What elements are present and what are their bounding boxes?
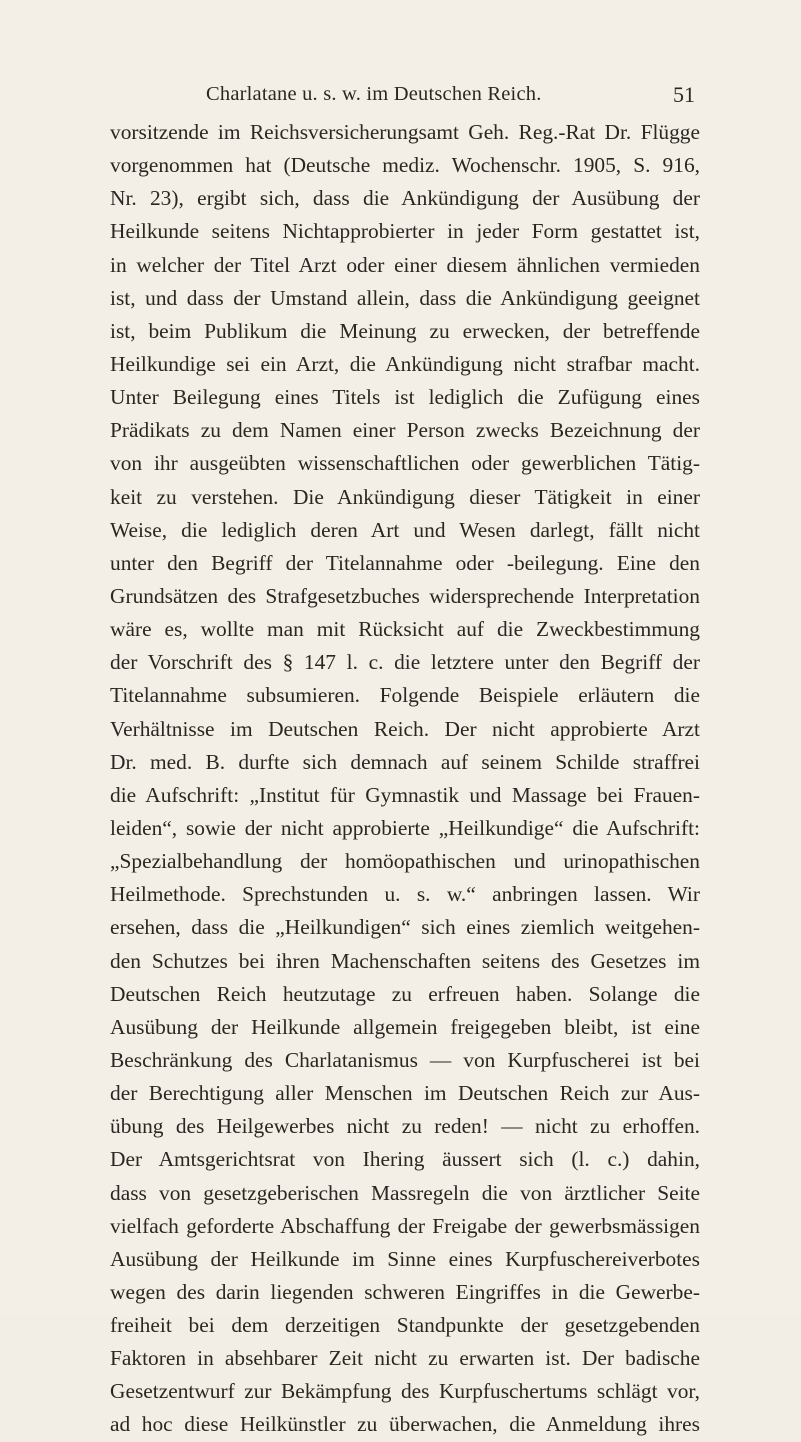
text-line: Titelannahme subsumieren. Folgende Beispiele erläutern die (110, 683, 700, 708)
text-line: ersehen, dass die „Heilkundigen“ sich eines ziemlich weitgehen- (110, 915, 700, 940)
text-line: vorgenommen hat (Deutsche mediz. Wochenschr. 1905, S. 916, (110, 153, 700, 178)
text-line: ist, und dass der Umstand allein, dass die Ankündigung geeignet (110, 285, 700, 310)
text-line: die Aufschrift: „Institut für Gymnastik und Massage bei Frauen- (110, 782, 700, 807)
page-number: 51 (673, 82, 695, 107)
text-line: Unter Beilegung eines Titels ist lediglich die Zufügung eines (110, 385, 700, 410)
text-line: dass von gesetzgeberischen Massregeln die von ärztlicher Seite (110, 1180, 700, 1205)
text-line: vorsitzende im Reichsversicherungsamt Geh. Reg.-Rat Dr. Flügge (110, 120, 700, 144)
running-head-title: Charlatane u. s. w. im Deutschen Reich. (206, 83, 542, 105)
text-line: leiden“, sowie der nicht approbierte „Heilkundige“ die Aufschrift: (110, 815, 700, 840)
text-line: vielfach geforderte Abschaffung der Freigabe der gewerbsmässigen (110, 1213, 700, 1238)
text-line: „Spezialbehandlung der homöopathischen und urinopathischen (110, 849, 700, 874)
text-line: Der Amtsgerichtsrat von Ihering äussert sich (l. c.) dahin, (110, 1147, 700, 1172)
text-line: den Schutzes bei ihren Machenschaften seitens des Gesetzes im (110, 948, 700, 973)
text-line: in welcher der Titel Arzt oder einer diesem ähnlichen vermieden (110, 252, 700, 277)
text-line: Deutschen Reich heutzutage zu erfreuen haben. Solange die (110, 981, 700, 1006)
text-line: Gesetzentwurf zur Bekämpfung des Kurpfuschertums schlägt vor, (110, 1379, 700, 1404)
text-line: Nr. 23), ergibt sich, dass die Ankündigung der Ausübung der (110, 186, 700, 211)
text-line: der Vorschrift des § 147 l. c. die letztere unter den Begriff der (110, 650, 700, 675)
text-line: Grundsätzen des Strafgesetzbuches widersprechende Interpretation (110, 583, 700, 608)
text-line: Ausübung der Heilkunde allgemein freigegeben bleibt, ist eine (110, 1014, 700, 1039)
text-line: ad hoc diese Heilkünstler zu überwachen, die Anmeldung ihres (110, 1412, 700, 1437)
text-line: wäre es, wollte man mit Rücksicht auf die Zweckbestimmung (110, 617, 700, 642)
text-line: Prädikats zu dem Namen einer Person zwecks Bezeichnung der (110, 418, 700, 443)
text-line: Dr. med. B. durfte sich demnach auf seinem Schilde straffrei (110, 749, 700, 774)
body-text (110, 116, 700, 1442)
text-line: Heilkundige sei ein Arzt, die Ankündigung nicht strafbar macht. (110, 351, 700, 376)
text-line: Weise, die lediglich deren Art und Wesen darlegt, fällt nicht (110, 517, 700, 542)
text-line: Verhältnisse im Deutschen Reich. Der nicht approbierte Arzt (110, 716, 700, 741)
text-line: unter den Begriff der Titelannahme oder -beilegung. Eine den (110, 550, 700, 575)
text-line: freiheit bei dem derzeitigen Standpunkte der gesetzgebenden (110, 1313, 700, 1338)
text-line: Ausübung der Heilkunde im Sinne eines Kurpfuschereiverbotes (110, 1246, 700, 1271)
text-line: Faktoren in absehbarer Zeit nicht zu erwarten ist. Der badische (110, 1346, 700, 1371)
text-line: ist, beim Publikum die Meinung zu erwecken, der betreffende (110, 318, 700, 343)
text-line: wegen des darin liegenden schweren Eingriffes in die Gewerbe- (110, 1279, 700, 1304)
text-line: Heilkunde seitens Nichtapprobierter in jeder Form gestattet ist, (110, 219, 700, 244)
text-line: von ihr ausgeübten wissenschaftlichen oder gewerblichen Tätig- (110, 451, 700, 476)
text-line: keit zu verstehen. Die Ankündigung dieser Tätigkeit in einer (110, 484, 700, 509)
running-head (110, 83, 695, 113)
text-line: Heilmethode. Sprechstunden u. s. w.“ anbringen lassen. Wir (110, 882, 700, 907)
text-line: übung des Heilgewerbes nicht zu reden! — nicht zu erhoffen. (110, 1114, 700, 1139)
text-line: Beschränkung des Charlatanismus — von Kurpfuscherei ist bei (110, 1047, 700, 1072)
text-line: der Berechtigung aller Menschen im Deutschen Reich zur Aus- (110, 1081, 700, 1106)
